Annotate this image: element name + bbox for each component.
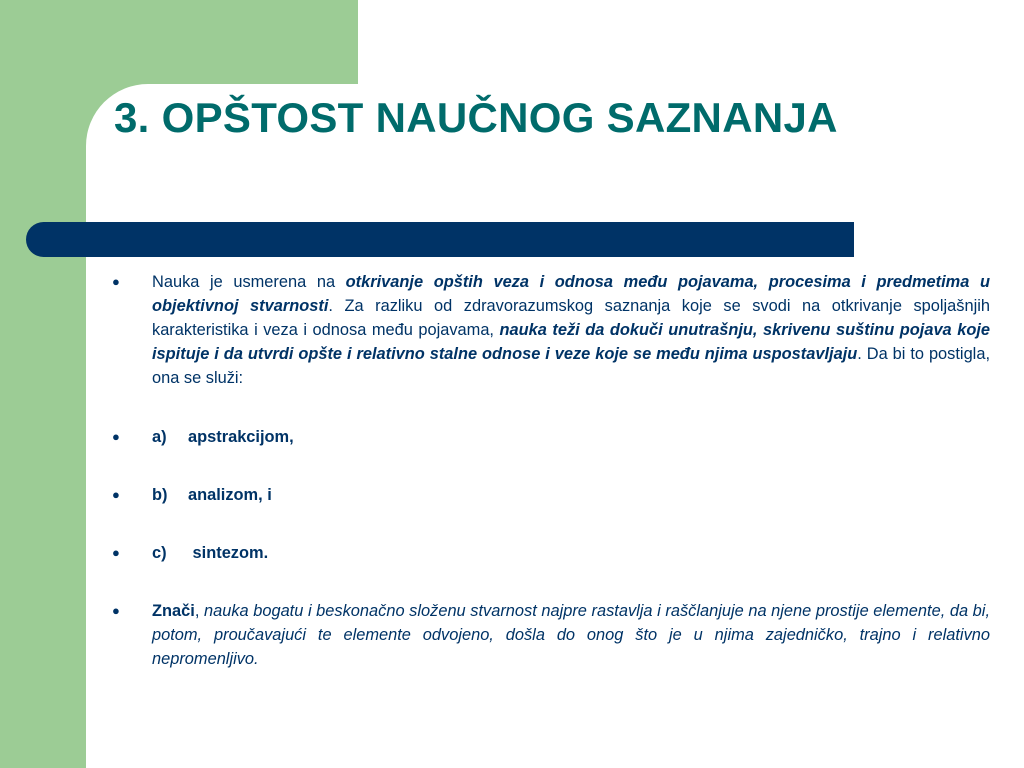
bullet-icon: ● bbox=[112, 545, 120, 560]
para1-emphasis-2: nauka teži da dokuči unutrašnju, skrivenu suštinu pojava koje ispituje i da utvrdi opšte i relativno stalne odnose i veze koje se među njima uspostavljaju bbox=[152, 321, 990, 363]
bullet-icon: ● bbox=[112, 603, 120, 618]
list-item bbox=[112, 270, 990, 390]
slide-content bbox=[112, 270, 990, 671]
top-right-background bbox=[358, 0, 1024, 84]
item-label: c) bbox=[152, 544, 167, 562]
item-label: b) bbox=[152, 486, 168, 504]
item-text: analizom, i bbox=[188, 486, 272, 504]
slide-title: 3. OPŠTOST NAUČNOG SAZNANJA bbox=[114, 94, 838, 141]
para2-body: nauka bogatu i beskonačno složenu stvarnost najpre rastavlja i raščlanjuje na njene prostije elemente, da bi, potom, proučavajući te elemente odvojeno, došla do onog što je u njima zajedničko, trajno i relativno nepromenljivo. bbox=[152, 602, 990, 668]
para1-intro: Nauka je usmerena na bbox=[152, 273, 346, 291]
list-item-a bbox=[112, 425, 990, 449]
para1-emphasis-1: otkrivanje opštih veza i odnosa među pojavama, procesima i predmetima u objektivnoj stvarnosti bbox=[152, 273, 990, 315]
list-item-b bbox=[112, 483, 990, 507]
para2-comma: , bbox=[194, 602, 204, 620]
para1-end: . Da bi to postigla, ona se služi: bbox=[152, 345, 990, 387]
para2-lead: Znači bbox=[152, 602, 195, 620]
list-item-c bbox=[112, 541, 990, 565]
bullet-icon: ● bbox=[112, 429, 120, 444]
item-label: a) bbox=[152, 428, 167, 446]
para1-middle: . Za razliku od zdravorazumskog saznanja koje se svodi na otkrivanje spoljašnjih karakteristika i veza i odnosa među pojavama, bbox=[152, 297, 990, 339]
item-text: apstrakcijom, bbox=[188, 428, 294, 446]
bullet-icon: ● bbox=[112, 274, 120, 289]
bullet-icon: ● bbox=[112, 487, 120, 502]
title-divider-bar bbox=[26, 222, 854, 257]
item-text: sintezom. bbox=[188, 544, 269, 562]
list-item bbox=[112, 599, 990, 671]
